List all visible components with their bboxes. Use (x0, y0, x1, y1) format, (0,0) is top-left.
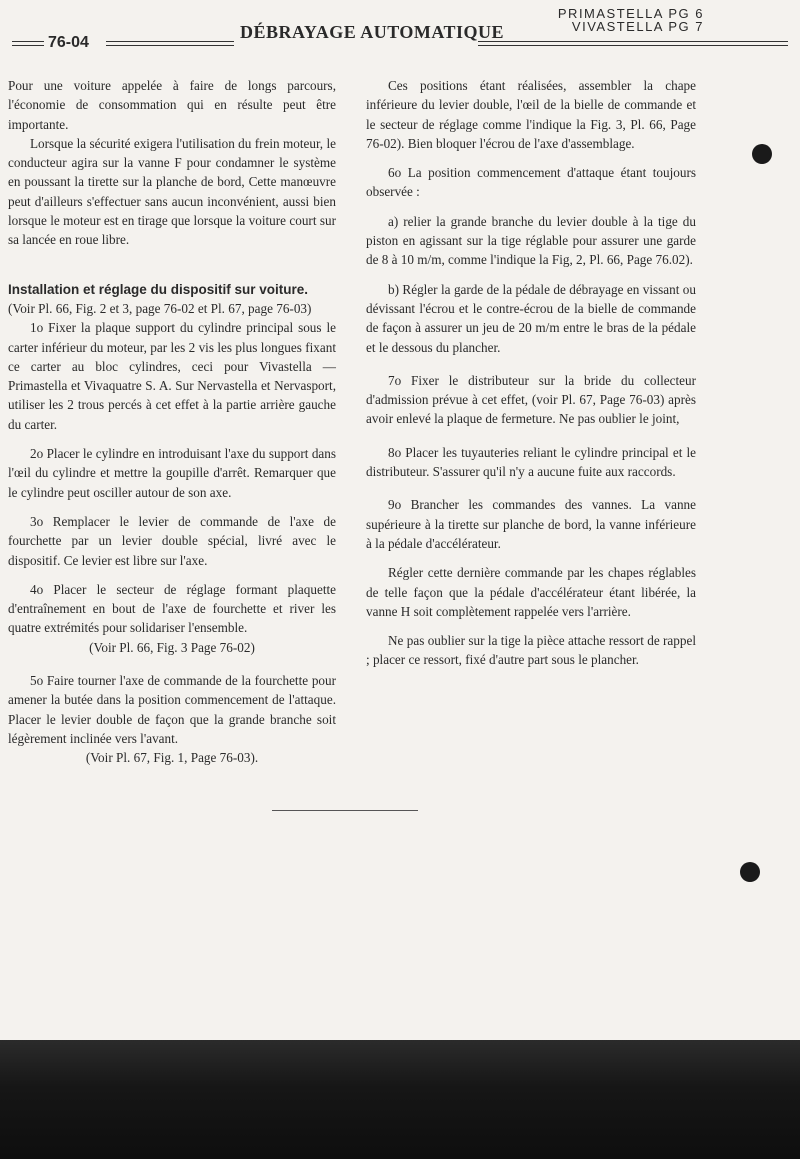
header-rule-right (478, 41, 788, 46)
section-heading: Installation et réglage du dispositif sur voiture. (8, 281, 309, 297)
page-code: 76-04 (48, 34, 89, 51)
step-3: 3o Remplacer le levier de commande de l'axe de fourchette par un levier double spécial, livré avec le dispositif. Ce levier est libre sur l'axe. (8, 513, 336, 568)
step-6: 6o La position commencement d'attaque étant toujours observée : (366, 165, 696, 200)
paragraph: Pour une voiture appelée à faire de longs parcours, l'économie de consommation qui en résulte peut être importante. (8, 78, 336, 132)
section-reference: (Voir Pl. 66, Fig. 2 et 3, page 76-02 et Pl. 67, page 76-03) (8, 300, 312, 316)
paragraph: Ces positions étant réalisées, assembler la chape inférieure du levier double, l'œil de la bielle de commande et le secteur de réglage comme l'indique la Fig. 3, Pl. 66, Page 76-02). Bien bloquer l'écrou de l'axe d'assemblage. (366, 78, 696, 151)
step-5-reference: (Voir Pl. 67, Fig. 1, Page 76-03). (85, 750, 259, 766)
step-1: 1o Fixer la plaque support du cylindre principal sous le carter inférieur du moteur, par les 2 vis les plus longues fixant ce carter au bloc cylindres, ceci pour Vivastella — Primastella et Vivaquatre S. A. Sur Nervastella et Nervasport, utiliser les 2 trous percés à cet effet à la partie arrière gauche du carter. (8, 320, 336, 432)
page-title: DÉBRAYAGE AUTOMATIQUE (240, 22, 505, 42)
step-4: 4o Placer le secteur de réglage formant plaquette d'entraînement en bout de l'axe de fourchette et river les quatre extrémités pour solidariser l'ensemble. (8, 581, 336, 636)
punch-hole (752, 144, 772, 164)
model-label-1: PRIMASTELLA PG 6 (557, 6, 704, 21)
step-6a: a) relier la grande branche du levier double à la tige du piston en agissant sur la tige réglable pour assurer une garde de 8 à 10 m/m, comme l'indique la Fig, 2, Pl. 66, Page 76.02). (366, 213, 696, 268)
paragraph: Ne pas oublier sur la tige la pièce attache ressort de rappel ; placer ce ressort, fixé d'autre part sous le plancher. (366, 633, 696, 668)
step-8: 8o Placer les tuyauteries reliant le cylindre principal et le distributeur. S'assurer qu'il n'y a aucune fuite aux raccords. (366, 444, 696, 480)
paragraph: Lorsque la sécurité exigera l'utilisation du frein moteur, le conducteur agira sur la vanne F pour condamner le système en poussant la tirette sur la planche de bord, Cette manœuvre peut d'ailleurs s'effectuer sans aucun inconvénient, aussi bien lorsque le moteur est en tirage que lorsque la voiture court sur sa lancée en roue libre. (8, 135, 336, 248)
step-7: 7o Fixer le distributeur sur la bride du collecteur d'admission prévue à cet effet, (voir Pl. 67, Page 76-03) après avoir enlevé la plaque de fermeture. Ne pas oublier le joint, (366, 372, 696, 427)
header-rule-left (12, 41, 44, 46)
model-label-2: VIVASTELLA PG 7 (571, 19, 704, 34)
right-column (366, 76, 696, 670)
scan-shadow (0, 1040, 800, 1159)
step-5: 5o Faire tourner l'axe de commande de la fourchette pour amener la butée dans la position commencement de l'attaque. Placer le levier double de façon que la grande branche soit légèrement inclinée vers l'avant. (8, 673, 336, 746)
paragraph: Régler cette dernière commande par les chapes réglables de telle façon que la pédale d'accélérateur étant libérée, la vanne H soit complètement rappelée vers l'arrière. (366, 565, 696, 619)
step-9: 9o Brancher les commandes des vannes. La vanne supérieure à la tirette sur planche de bord, la vanne inférieure à la pédale d'accélérateur. (366, 497, 696, 551)
step-6b: b) Régler la garde de la pédale de débrayage en vissant ou dévissant l'écrou et le contre-écrou de la bielle de commande de façon à assurer un jeu de 20 m/m entre le bras de la pédale et le dessous du plancher. (366, 281, 696, 355)
header-rule-middle (106, 41, 234, 46)
left-column (8, 76, 336, 768)
end-divider (272, 810, 418, 811)
step-4-reference: (Voir Pl. 66, Fig. 3 Page 76-02) (89, 639, 255, 655)
punch-hole (740, 862, 760, 882)
step-2: 2o Placer le cylindre en introduisant l'axe du support dans l'œil du cylindre et mettre la goupille d'arrêt. Remarquer que le cylindre peut osciller autour de son axe. (8, 446, 336, 500)
